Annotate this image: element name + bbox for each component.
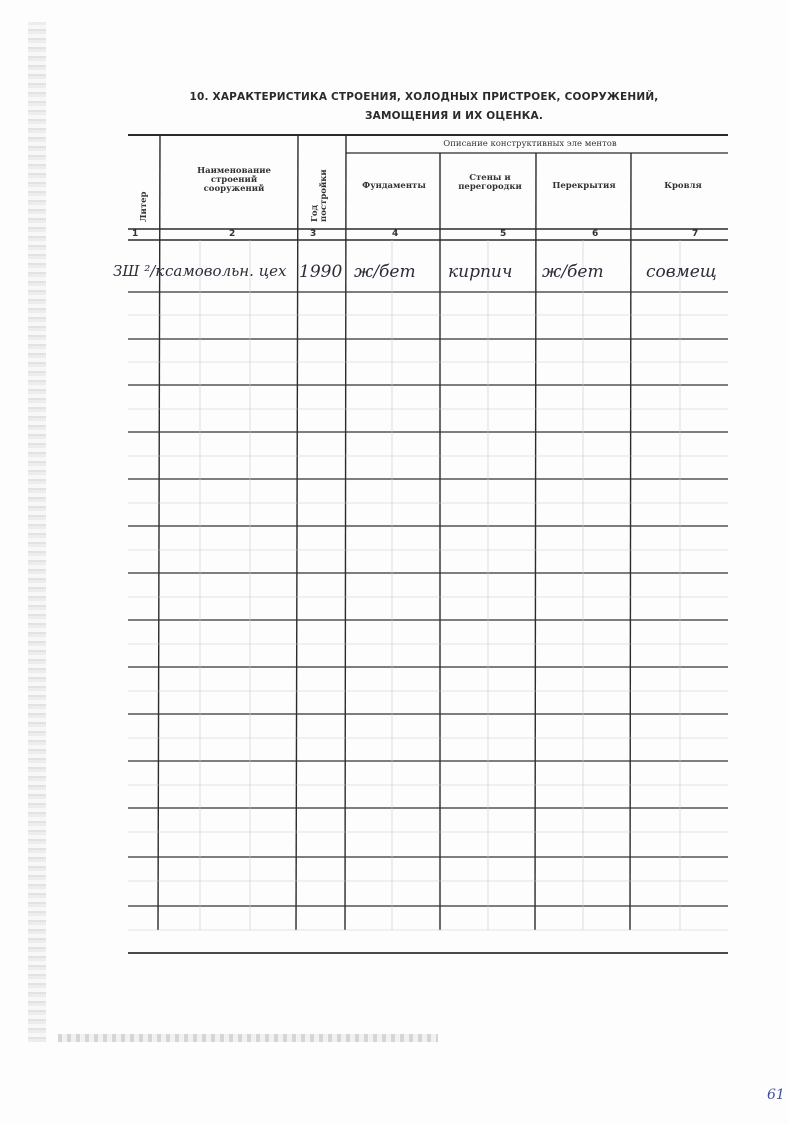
col-header-name: Наименование строений сооружений: [197, 166, 271, 194]
page-number: 61: [767, 1087, 785, 1103]
row1-foundation: ж/бет: [354, 262, 416, 282]
row1-roof: совмещ: [646, 262, 717, 282]
row1-name: самовольн. цех: [165, 262, 287, 280]
col-number-6: 6: [592, 229, 599, 239]
form-title-line2: ЗАМОЩЕНИЯ И ИХ ОЦЕНКА.: [364, 110, 544, 122]
row1-liter: ЗШ ²/к: [113, 262, 165, 280]
row1-walls: кирпич: [448, 262, 513, 282]
col-header-foundation: Фундаменты: [362, 181, 426, 191]
col-header-year: Год постройки: [310, 169, 329, 222]
col-header-ceilings: Перекрытия: [552, 181, 616, 191]
col-header-walls: Стены и перегородки: [458, 173, 522, 192]
col-number-5: 5: [500, 229, 507, 239]
col-header-roof: Кровля: [664, 181, 702, 191]
group-header: Описание конструктивных эле ментов: [443, 139, 617, 149]
col-number-3: 3: [310, 229, 317, 239]
form-title-line1: 10. ХАРАКТЕРИСТИКА СТРОЕНИЯ, ХОЛОДНЫХ ПРИСТРОЕК, СООРУЖЕНИЙ,: [189, 91, 659, 103]
row1-year: 1990: [299, 262, 343, 282]
row1-ceilings: ж/бет: [542, 262, 604, 282]
col-number-7: 7: [692, 229, 699, 239]
col-number-1: 1: [132, 229, 139, 239]
col-number-4: 4: [392, 229, 399, 239]
col-header-liter: Литер: [139, 191, 149, 222]
col-number-2: 2: [229, 229, 236, 239]
